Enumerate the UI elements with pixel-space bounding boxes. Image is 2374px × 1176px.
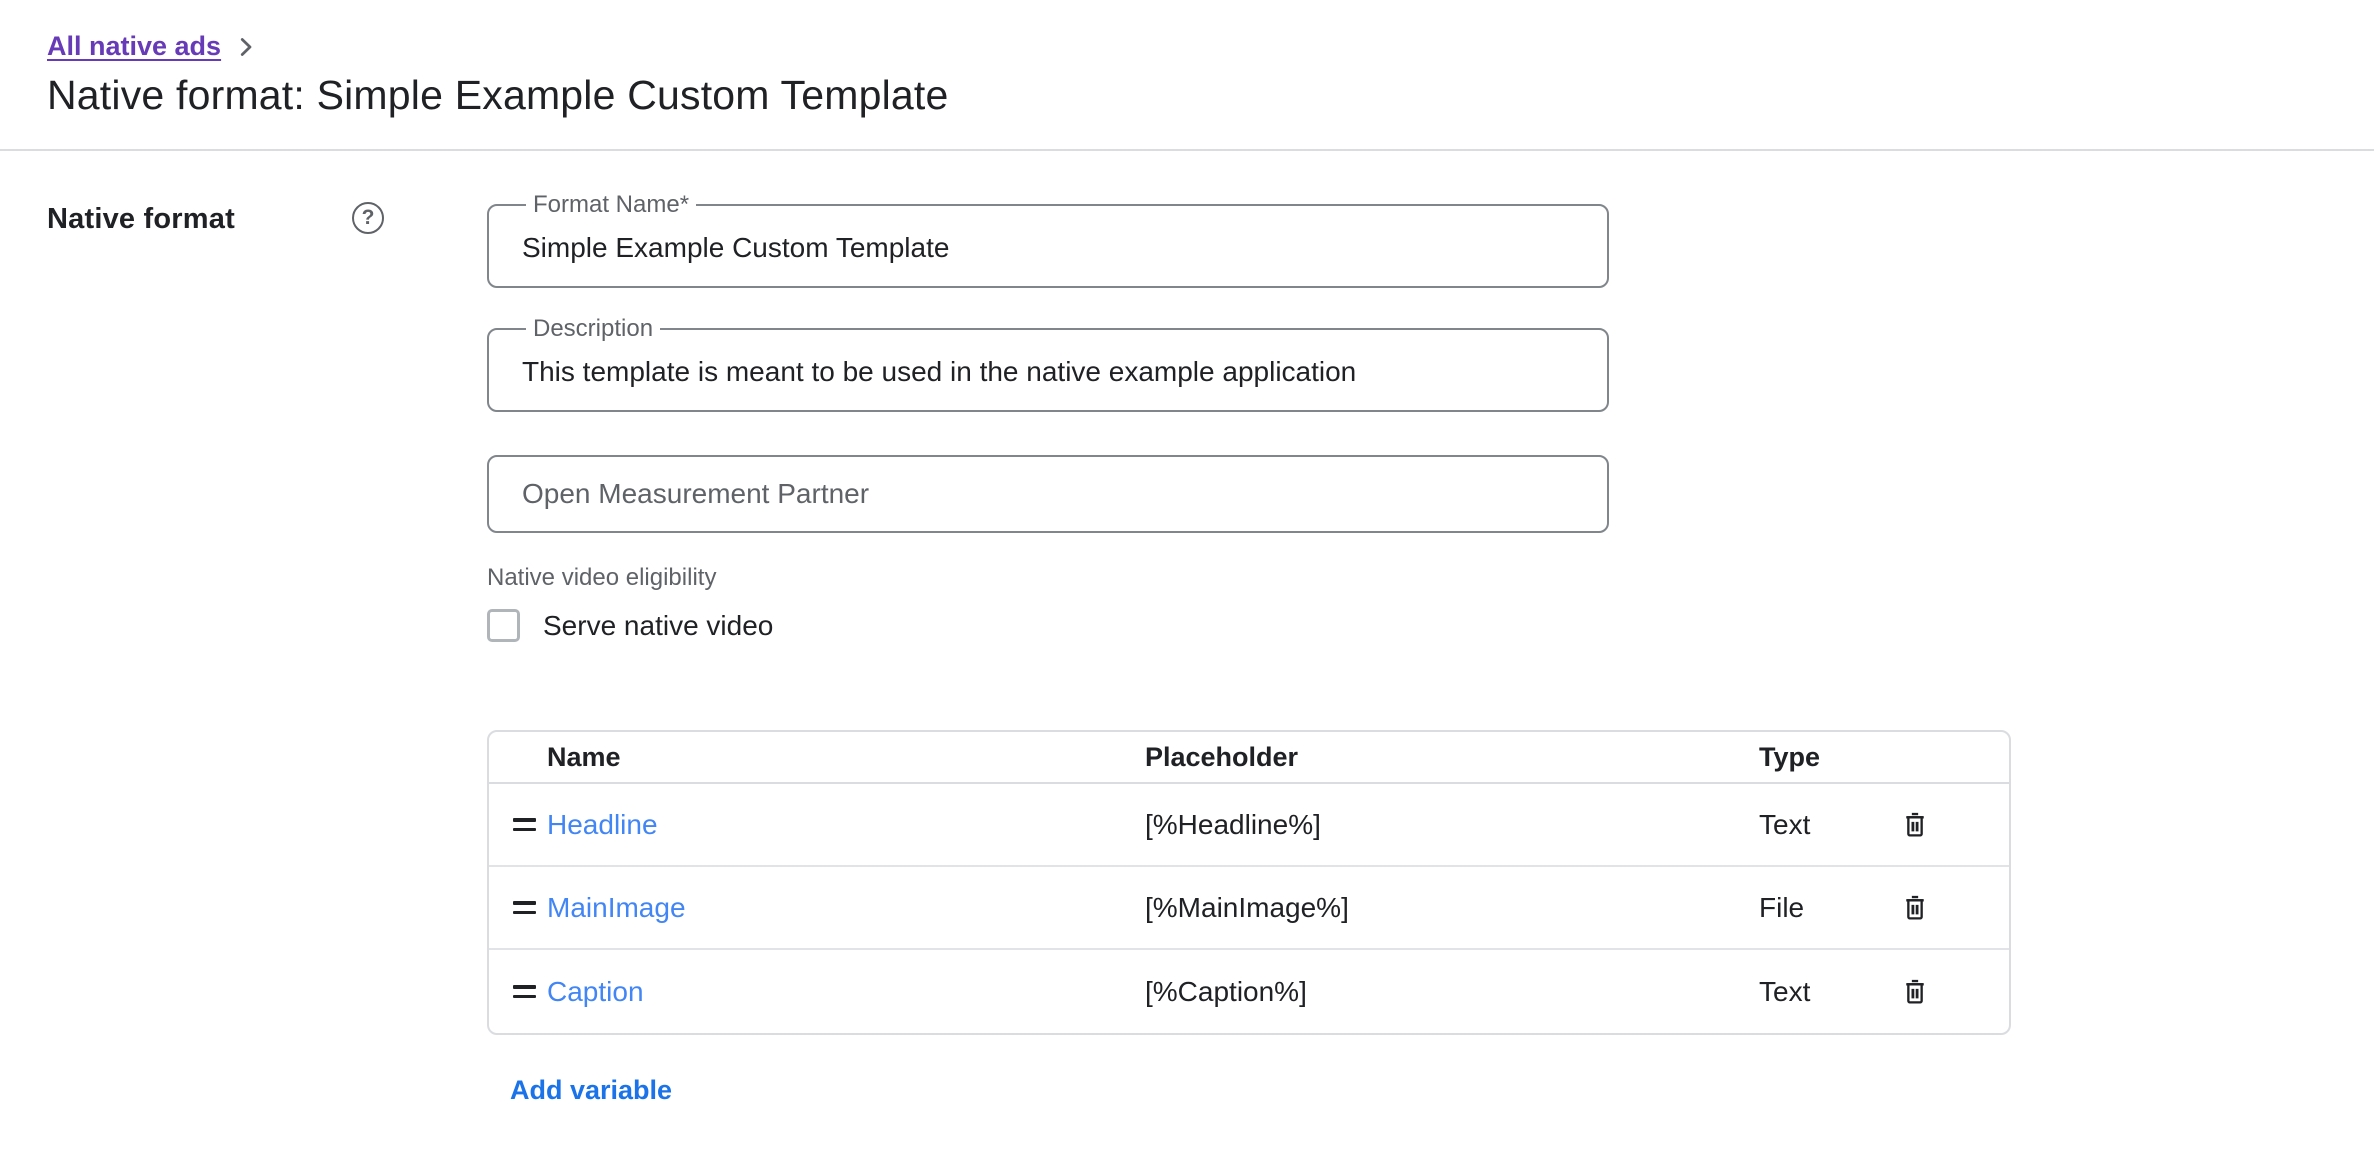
add-variable-button[interactable]: Add variable — [510, 1075, 673, 1105]
trash-icon[interactable] — [1893, 969, 1937, 1015]
trash-icon[interactable] — [1893, 802, 1937, 848]
variable-name-link[interactable]: MainImage — [547, 891, 686, 923]
variable-type: Text — [1759, 808, 1811, 840]
variable-type: Text — [1759, 975, 1811, 1007]
table-row-mainimage — [489, 867, 2009, 950]
format-name-input[interactable] — [513, 218, 1583, 284]
open-measurement-input[interactable] — [513, 464, 1583, 524]
open-measurement-field — [487, 455, 1609, 533]
variable-name-link[interactable]: Caption — [547, 975, 644, 1007]
table-row-headline — [489, 784, 2009, 867]
chevron-right-icon — [231, 32, 261, 62]
breadcrumb-link-all-native-ads[interactable]: All native ads — [47, 30, 222, 61]
native-format-form — [487, 151, 2011, 1106]
column-header-name: Name — [547, 741, 621, 772]
help-question-icon[interactable]: ? — [352, 202, 384, 234]
column-header-type: Type — [1759, 741, 1821, 772]
page-header — [0, 0, 2374, 151]
table-row-caption — [489, 950, 2009, 1033]
variable-type: File — [1759, 891, 1805, 923]
native-video-eligibility-label: Native video eligibility — [487, 564, 717, 591]
drag-handle-icon[interactable] — [509, 977, 540, 1006]
format-name-label: Format Name* — [533, 191, 690, 218]
page-title: Native format: Simple Example Custom Template — [47, 72, 949, 118]
variables-table-header — [489, 732, 2009, 784]
variable-placeholder: [%MainImage%] — [1145, 891, 1349, 923]
description-field — [487, 316, 1609, 412]
trash-icon[interactable] — [1893, 885, 1937, 931]
variables-table — [487, 730, 2011, 1035]
drag-handle-icon[interactable] — [509, 810, 540, 839]
column-header-placeholder: Placeholder — [1145, 741, 1299, 772]
variable-placeholder: [%Headline%] — [1145, 808, 1321, 840]
drag-handle-icon[interactable] — [509, 893, 540, 922]
variable-name-link[interactable]: Headline — [547, 808, 658, 840]
serve-native-video-checkbox[interactable] — [487, 609, 520, 642]
section-label-native-format: Native format — [47, 203, 235, 235]
format-name-field — [487, 192, 1609, 288]
description-input[interactable] — [513, 342, 1583, 408]
description-label: Description — [533, 315, 654, 342]
serve-native-video-row — [487, 609, 2011, 642]
serve-native-video-label: Serve native video — [543, 609, 774, 641]
breadcrumb — [47, 30, 2374, 62]
variable-placeholder: [%Caption%] — [1145, 975, 1307, 1007]
main-content — [0, 151, 2374, 1106]
